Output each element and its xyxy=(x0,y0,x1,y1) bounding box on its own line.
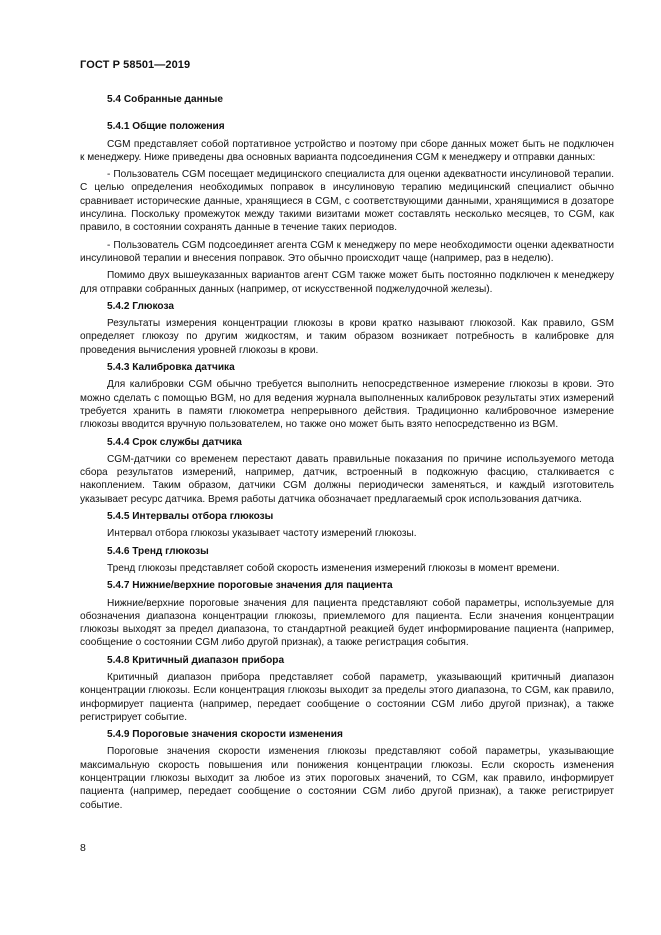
paragraph: Для калибровки CGM обычно требуется выполнить непосредственное измерение глюкозы в крови. Это можно сделать с помощью BGM, но для ведения журнала выполненных калибровок результаты этих измерений требуется хранить в памяти глюкометра непрерывного действия. Традиционно калибровочное измерение глюкозы вводится вручную пользователем, но также оно может быть взято непосредственно из BGM. xyxy=(80,379,614,431)
paragraph: CGM представляет собой портативное устройство и поэтому при сборе данных может быть не подключен к менеджеру. Ниже приведены два основных варианта подсоединения CGM к менеджеру и отправки данных: xyxy=(80,138,614,163)
subsection-heading-5-4-6 xyxy=(80,545,614,558)
heading-number: 5.4.6 xyxy=(107,545,130,557)
heading-title: Общие положения xyxy=(132,121,225,133)
subsection-heading-5-4-7 xyxy=(80,579,614,592)
paragraph: Критичный диапазон прибора представляет собой параметр, указывающий критичный диапазон концентрации глюкозы. Если концентрация глюкозы выходит за пределы этого диапазона, то CGM, как правило, информирует пациента (например, передает сообщение о состоянии CGM либо другой признак), а также регистрирует событие. xyxy=(80,671,614,723)
paragraph: - Пользователь CGM подсоединяет агента CGM к менеджеру по мере необходимости оценки адекватности инсулиновой терапии и внесения поправок. Это обычно происходит чаще (например, раз в неделю). xyxy=(80,239,614,264)
subsection-heading-5-4-2 xyxy=(80,300,614,313)
heading-number: 5.4.3 xyxy=(107,362,130,374)
heading-title: Тренд глюкозы xyxy=(132,545,209,557)
page-number: 8 xyxy=(80,842,86,854)
subsection-heading-5-4-3 xyxy=(80,361,614,374)
subsection-heading-5-4-4 xyxy=(80,436,614,449)
standard-header: ГОСТ Р 58501—2019 xyxy=(80,59,191,71)
paragraph: - Пользователь CGM посещает медицинского специалиста для оценки адекватности инсулиновой терапии. С целью определения необходимых поправок в инсулиновую терапию медицинский специалист обычно сравнивает исторические данные, хранящиеся в CGM, с соответствующими данными, хранящимися в дозаторе инсулина. Поскольку промежуток между такими визитами может составлять несколько месяцев, то CGM, как правило, в состоянии сохранять данные в течение таких периодов. xyxy=(80,169,614,234)
paragraph: Пороговые значения скорости изменения глюкозы представляют собой параметры, указывающие максимальную скорость повышения или понижения концентрации глюкозы. Если скорость изменения концентрации глюкозы выходит за любое из этих пороговых значений, то CGM, как правило, информирует пациента (например, передает сообщение о состоянии CGM либо другой признак), а также регистрирует событие. xyxy=(80,746,614,811)
heading-number: 5.4.8 xyxy=(107,654,130,666)
heading-number: 5.4.2 xyxy=(107,300,130,312)
page-content xyxy=(80,93,614,816)
section-heading xyxy=(80,93,614,106)
heading-title: Интервалы отбора глюкозы xyxy=(132,511,274,523)
heading-number: 5.4.5 xyxy=(107,511,130,523)
heading-number: 5.4.4 xyxy=(107,436,130,448)
heading-number: 5.4.9 xyxy=(107,729,130,741)
subsection-heading-5-4-5 xyxy=(80,510,614,523)
paragraph: Интервал отбора глюкозы указывает частоту измерений глюкозы. xyxy=(107,528,417,540)
paragraph: CGM-датчики со временем перестают давать правильные показания по причине используемого метода сбора результатов измерений, например, датчик, встроенный в подкожную фасцию, сталкивается с накоплением. Таким образом, датчики CGM должны периодически заменяться, и каждый изготовитель указывает ресурс датчика. Время работы датчика обозначает предлагаемый срок использования датчика. xyxy=(80,453,614,505)
paragraph: Тренд глюкозы представляет собой скорость изменения измерений глюкозы в момент времени. xyxy=(107,562,560,574)
heading-number: 5.4.1 xyxy=(107,121,130,133)
subsection-heading-5-4-8 xyxy=(80,654,614,667)
subsection-heading-5-4-9 xyxy=(80,728,614,741)
section-title: Собранные данные xyxy=(123,94,224,105)
heading-title: Срок службы датчика xyxy=(132,436,242,448)
paragraph: Результаты измерения концентрации глюкозы в крови кратко называют глюкозой. Как правило, GSM определяет глюкозу по другим жидкостям, и таким образом возникает потребность в калибровке для проведения вычисления уровней глюкозы в крови. xyxy=(80,318,614,356)
heading-title: Пороговые значения скорости изменения xyxy=(132,729,343,741)
paragraph: Помимо двух вышеуказанных вариантов агент CGM также может быть постоянно подключен к менеджеру для отправки собранных данных (например, от искусственной поджелудочной железы). xyxy=(80,270,614,295)
section-number: 5.4 xyxy=(107,94,122,105)
heading-title: Нижние/верхние пороговые значения для пациента xyxy=(132,580,393,592)
heading-title: Критичный диапазон прибора xyxy=(132,654,285,666)
subsection-heading-5-4-1 xyxy=(80,120,614,133)
heading-title: Глюкоза xyxy=(132,300,174,312)
heading-title: Калибровка датчика xyxy=(132,362,235,374)
paragraph: Нижние/верхние пороговые значения для пациента представляют собой параметры, используемые для обозначения диапазона концентрации глюкозы, приемлемого для пациента. Если значения концентрации глюкозы выходят за предел диапазона, то стандартной реакцией будет информирование пациента (например, сообщение о состоянии CGM либо другой признак), а также регистрация события. xyxy=(80,597,614,649)
heading-number: 5.4.7 xyxy=(107,580,130,592)
